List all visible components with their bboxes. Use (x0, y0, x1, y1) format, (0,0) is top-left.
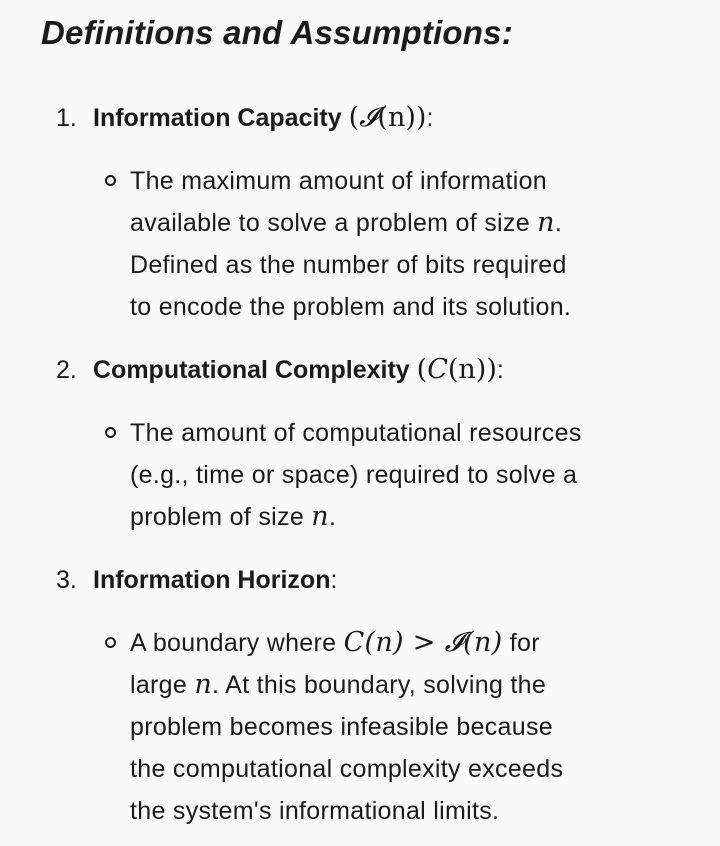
definition-detail-information-capacity (105, 160, 571, 328)
definition-item-computational-complexity (56, 349, 504, 391)
detail-line: large n. At this boundary, solving the (130, 669, 547, 700)
item-number: 2. (56, 356, 77, 384)
item-number: 3. (56, 566, 77, 594)
item-term: Information Horizon (93, 566, 331, 594)
detail-line: The maximum amount of information (130, 167, 548, 195)
item-number: 1. (56, 104, 77, 132)
detail-line: problem of size n. (130, 501, 337, 532)
definition-detail-information-horizon (105, 622, 563, 832)
detail-line: The amount of computational resources (130, 419, 582, 447)
item-notation: (𝓘(n)) (348, 102, 427, 133)
detail-line: A boundary where C(n) > 𝓘(n) for (130, 627, 540, 658)
detail-line: (e.g., time or space) required to solve a (130, 461, 578, 489)
definition-detail-computational-complexity (105, 412, 582, 538)
detail-line: to encode the problem and its solution. (130, 293, 572, 321)
bullet-icon (105, 175, 116, 186)
section-heading: Definitions and Assumptions: (41, 14, 513, 51)
bullet-icon (105, 637, 116, 648)
detail-line: problem becomes infeasible because (130, 713, 553, 741)
item-suffix: : (426, 104, 434, 132)
detail-line: Defined as the number of bits required (130, 251, 567, 279)
bullet-icon (105, 427, 116, 438)
detail-line: the computational complexity exceeds (130, 755, 564, 783)
item-term: Information Capacity (93, 104, 342, 132)
item-term: Computational Complexity (93, 356, 410, 384)
definition-item-information-capacity (56, 97, 433, 139)
detail-line: the system's informational limits. (130, 797, 500, 825)
item-suffix: : (496, 356, 504, 384)
definition-item-information-horizon (56, 559, 337, 601)
item-notation: (C(n)) (416, 354, 497, 385)
detail-line: available to solve a problem of size n. (130, 207, 563, 238)
item-suffix: : (330, 566, 338, 594)
